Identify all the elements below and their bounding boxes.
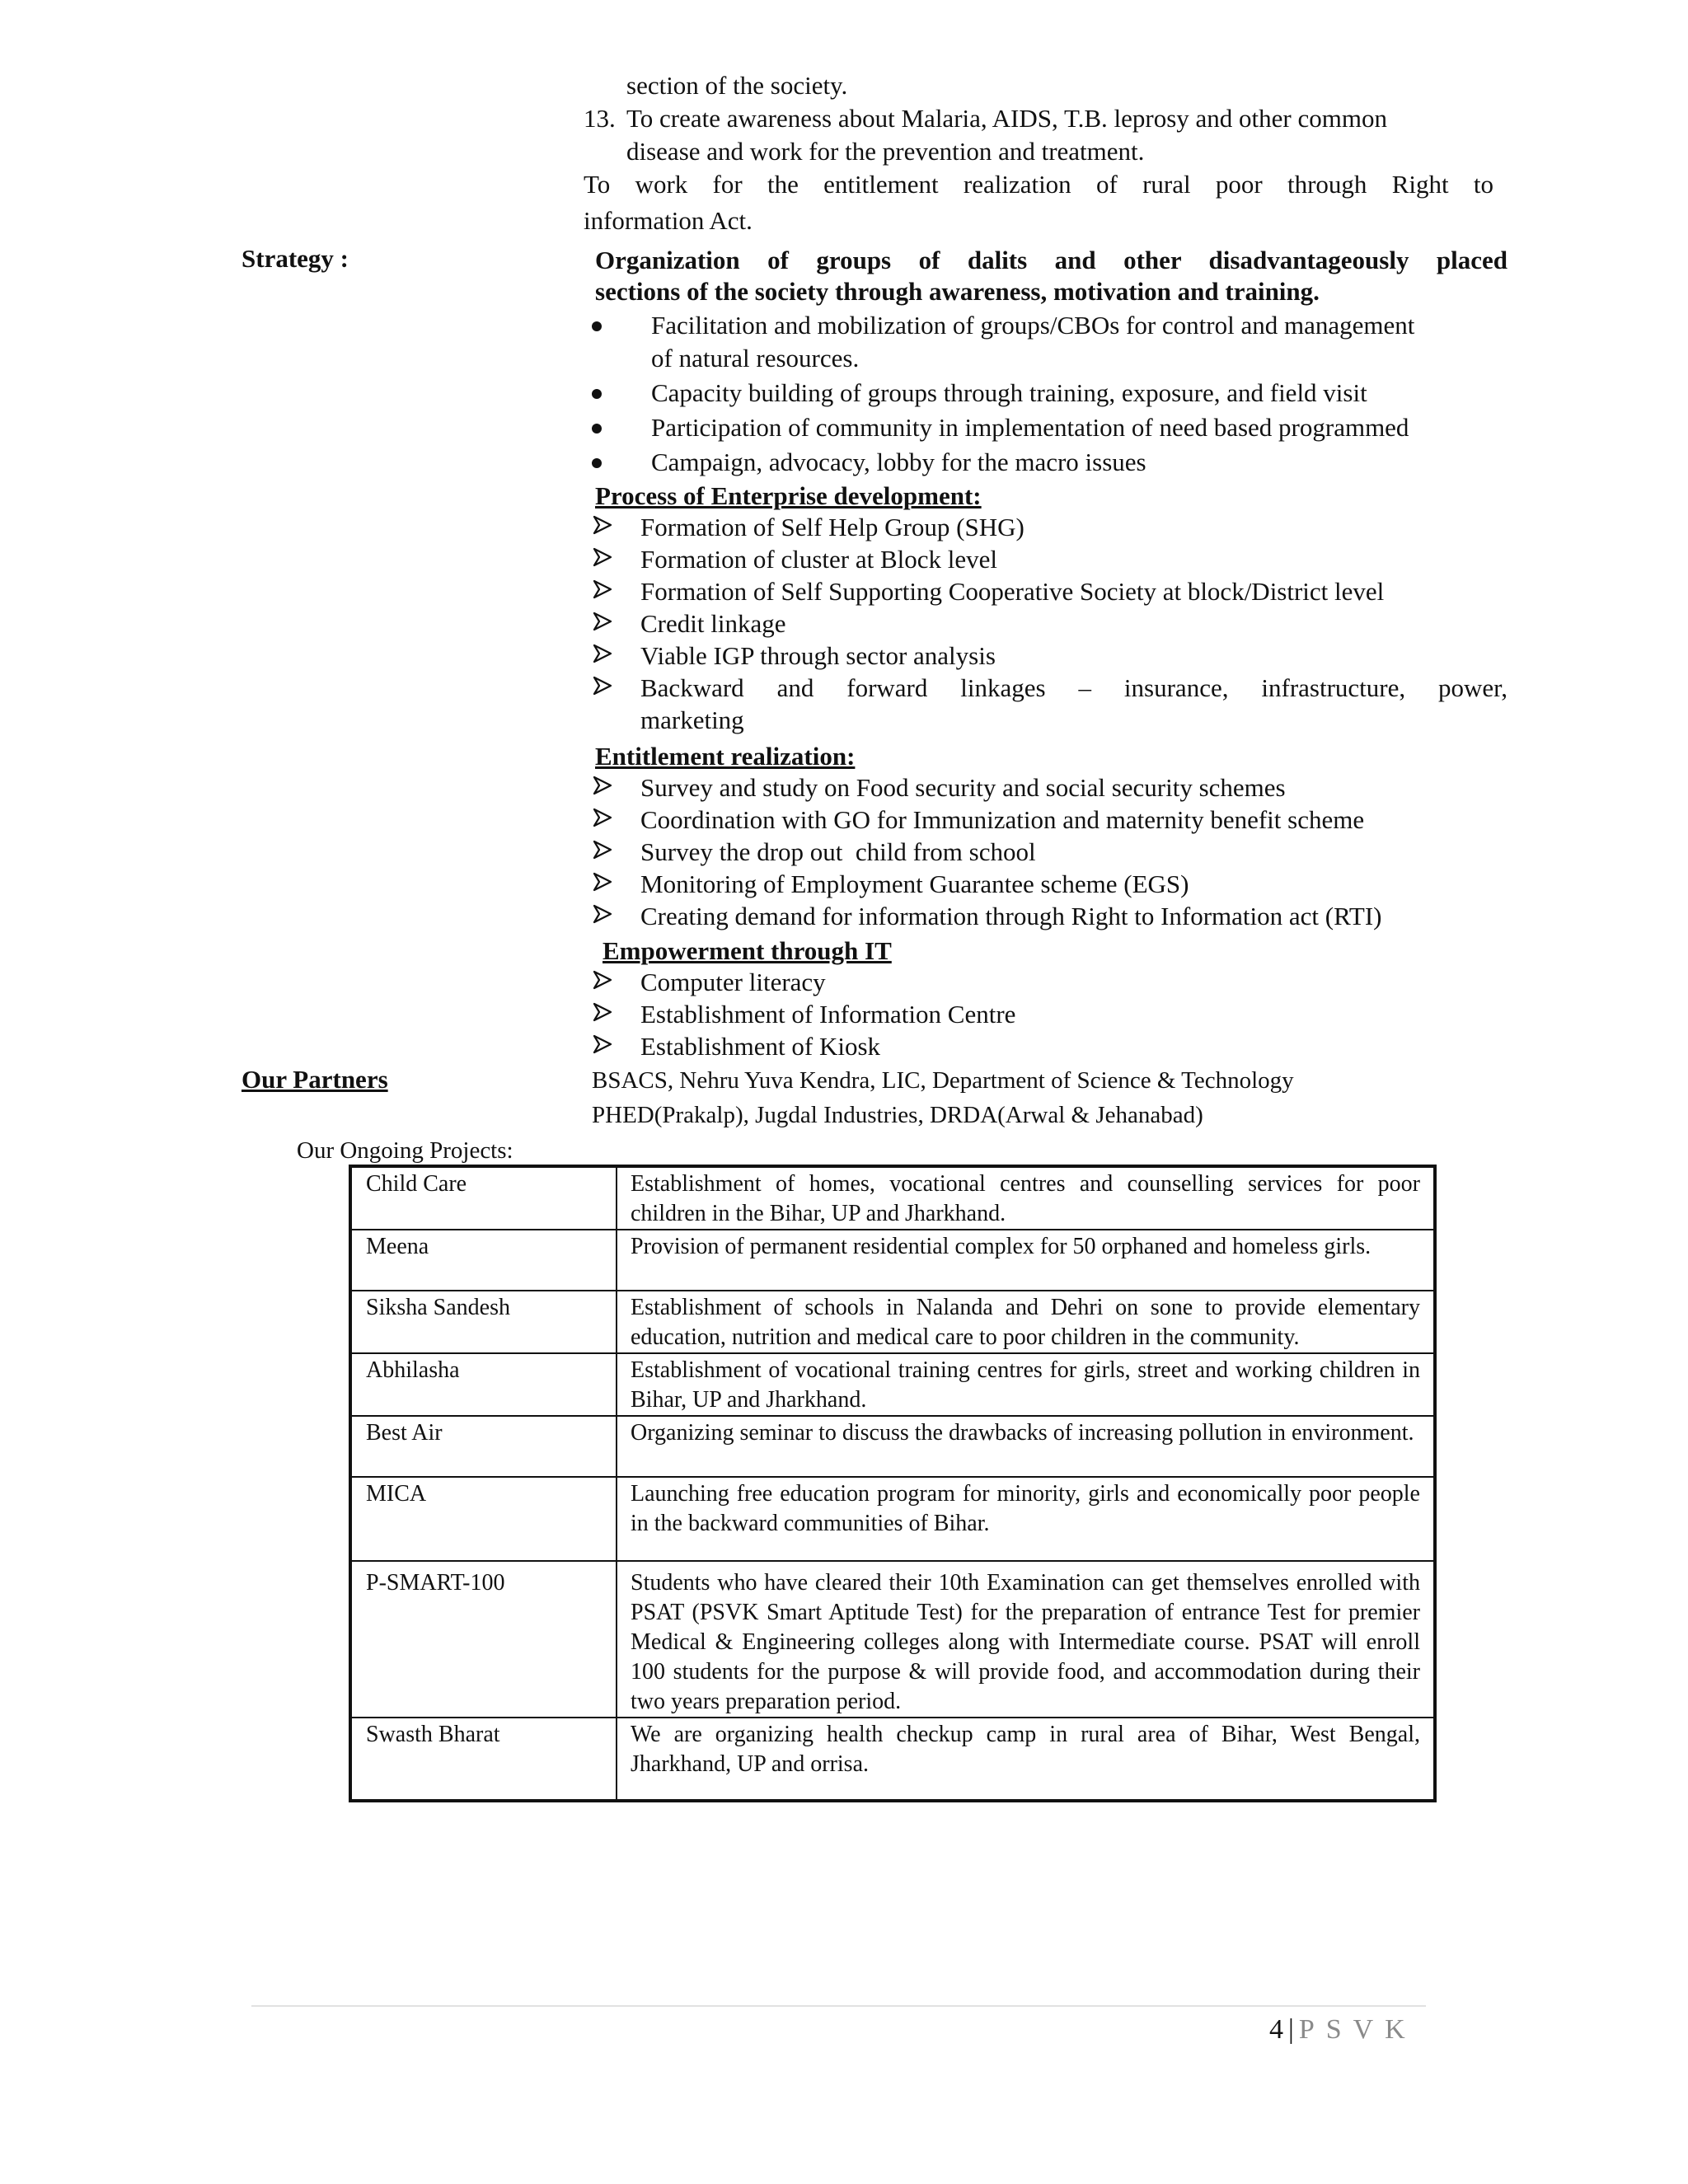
footer-divider — [251, 2005, 1426, 2007]
project-name: Best Air — [351, 1416, 617, 1477]
item-13-number: 13. — [584, 104, 616, 133]
table-row — [351, 1230, 1434, 1291]
arrow-bullet-icon — [593, 1001, 614, 1026]
arrow-bullet-icon — [593, 775, 614, 799]
page-number: 4 — [1269, 2014, 1283, 2045]
enterprise-heading: Process of Enterprise development: — [595, 481, 982, 510]
item-13-line-1: To create awareness about Malaria, AIDS, T.B. leprosy and other common — [626, 104, 1387, 133]
it-item: Computer literacy — [640, 968, 826, 996]
it-item: Establishment of Kiosk — [640, 1032, 881, 1061]
footer-separator: | — [1288, 2014, 1294, 2045]
strategy-bullet: Participation of community in implementation of need based programmed — [651, 413, 1409, 442]
strategy-label: Strategy : — [241, 244, 349, 273]
arrow-bullet-icon — [593, 871, 614, 896]
project-name: MICA — [351, 1477, 617, 1561]
project-description: Establishment of vocational training centres for girls, street and working children in Bihar, UP and Jharkhand. — [617, 1353, 1434, 1416]
enterprise-item: Viable IGP through sector analysis — [640, 641, 996, 670]
strategy-bullet: Campaign, advocacy, lobby for the macro issues — [651, 448, 1146, 476]
entitlement-item: Creating demand for information through Right to Information act (RTI) — [640, 902, 1382, 930]
project-description: Provision of permanent residential complex for 50 orphaned and homeless girls. — [617, 1230, 1434, 1291]
table-row — [351, 1167, 1434, 1230]
table-row — [351, 1561, 1434, 1718]
footer-organization: PSVK — [1298, 2014, 1417, 2045]
bullet-icon — [592, 389, 602, 399]
strategy-heading-line-1: Organization of groups of dalits and other disadvantageously placed — [595, 246, 1507, 274]
bullet-icon — [592, 424, 602, 434]
arrow-bullet-icon — [593, 969, 614, 994]
arrow-bullet-icon — [593, 839, 614, 864]
project-name: Meena — [351, 1230, 617, 1291]
project-name: Siksha Sandesh — [351, 1291, 617, 1353]
enterprise-item: Formation of cluster at Block level — [640, 545, 998, 574]
project-name: P-SMART-100 — [351, 1561, 617, 1718]
table-row — [351, 1291, 1434, 1353]
table-row — [351, 1718, 1434, 1800]
page-footer — [1269, 2013, 1417, 2046]
project-description: Establishment of homes, vocational centres and counselling services for poor children in the Bihar, UP and Jharkhand. — [617, 1167, 1434, 1230]
project-name: Abhilasha — [351, 1353, 617, 1416]
entitlement-item: Survey the drop out child from school — [640, 837, 1036, 866]
project-description: Students who have cleared their 10th Examination can get themselves enrolled with PSAT (PSVK Smart Aptitude Test) for the preparation of entrance Test for premier Medical & Engineering colleges along with Intermediate course. PSAT will enroll 100 students for the purpose & will provide food, and accommodation during their two years preparation period. — [617, 1561, 1434, 1718]
partners-line-2: PHED(Prakalp), Jugdal Industries, DRDA(Arwal & Jehanabad) — [592, 1102, 1203, 1128]
arrow-bullet-icon — [593, 514, 614, 539]
arrow-bullet-icon — [593, 611, 614, 635]
project-description: We are organizing health checkup camp in rural area of Bihar, West Bengal, Jharkhand, UP and orrisa. — [617, 1718, 1434, 1800]
it-item: Establishment of Information Centre — [640, 1000, 1016, 1029]
arrow-bullet-icon — [593, 675, 614, 700]
projects-caption: Our Ongoing Projects: — [297, 1137, 513, 1164]
arrow-bullet-icon — [593, 1033, 614, 1058]
enterprise-item: Credit linkage — [640, 609, 786, 638]
entitlement-item: Survey and study on Food security and social security schemes — [640, 773, 1286, 802]
arrow-bullet-icon — [593, 546, 614, 571]
project-description: Establishment of schools in Nalanda and Dehri on sone to provide elementary education, nutrition and medical care to poor children in the community. — [617, 1291, 1434, 1353]
project-name: Child Care — [351, 1167, 617, 1230]
entitlement-item: Monitoring of Employment Guarantee scheme (EGS) — [640, 869, 1189, 898]
enterprise-item: Backward and forward linkages – insurance, infrastructure, power, — [640, 673, 1507, 702]
entitlement-item: Coordination with GO for Immunization and maternity benefit scheme — [640, 805, 1365, 834]
projects-table — [349, 1165, 1437, 1802]
item-13-line-2: disease and work for the prevention and treatment. — [626, 137, 1145, 166]
strategy-bullet-continuation: of natural resources. — [651, 344, 860, 373]
partners-line-1: BSACS, Nehru Yuva Kendra, LIC, Department of Science & Technology — [592, 1067, 1294, 1094]
strategy-heading-line-2: sections of the society through awareness, motivation and training. — [595, 277, 1320, 306]
rti-line-1: To work for the entitlement realization of rural poor through Right to — [584, 170, 1493, 199]
table-row — [351, 1477, 1434, 1561]
project-description: Launching free education program for minority, girls and economically poor people in the backward communities of Bihar. — [617, 1477, 1434, 1561]
partners-label: Our Partners — [241, 1065, 388, 1094]
arrow-bullet-icon — [593, 903, 614, 928]
project-name: Swasth Bharat — [351, 1718, 617, 1800]
enterprise-item: Formation of Self Help Group (SHG) — [640, 513, 1025, 541]
arrow-bullet-icon — [593, 807, 614, 832]
bullet-icon — [592, 321, 602, 331]
arrow-bullet-icon — [593, 579, 614, 603]
arrow-bullet-icon — [593, 643, 614, 668]
table-row — [351, 1353, 1434, 1416]
it-heading: Empowerment through IT — [603, 936, 892, 965]
project-description: Organizing seminar to discuss the drawbacks of increasing pollution in environment. — [617, 1416, 1434, 1477]
enterprise-item-continuation: marketing — [640, 705, 744, 734]
table-row — [351, 1416, 1434, 1477]
rti-line-2: information Act. — [584, 206, 753, 235]
bullet-icon — [592, 458, 602, 468]
intro-continuation: section of the society. — [626, 71, 848, 100]
entitlement-heading: Entitlement realization: — [595, 742, 856, 771]
strategy-bullet: Capacity building of groups through training, exposure, and field visit — [651, 378, 1367, 407]
enterprise-item: Formation of Self Supporting Cooperative Society at block/District level — [640, 577, 1385, 606]
strategy-bullet: Facilitation and mobilization of groups/CBOs for control and management — [651, 311, 1415, 340]
